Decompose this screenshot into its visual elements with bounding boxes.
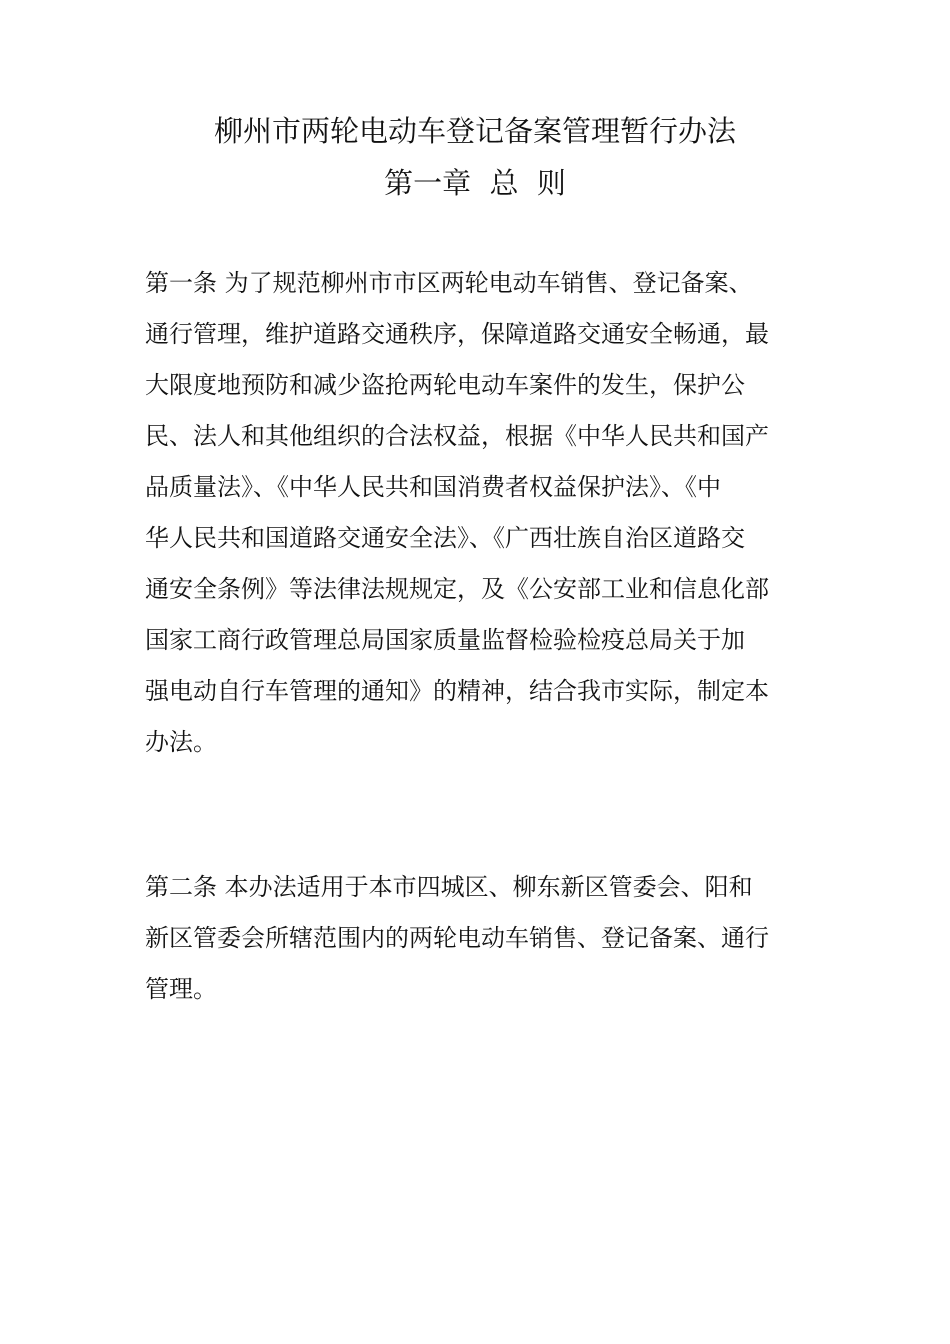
article-line: 通安全条例》等法律法规规定，及《公安部工业和信息化部 bbox=[145, 575, 769, 603]
article-1 bbox=[145, 258, 810, 768]
document-title: 柳州市两轮电动车登记备案管理暂行办法 bbox=[213, 114, 736, 148]
article-line: 第一条 为了规范柳州市市区两轮电动车销售、登记备案、 bbox=[145, 269, 753, 297]
chapter-title: 第一章 总 则 bbox=[384, 166, 566, 200]
article-line: 办法。 bbox=[145, 728, 217, 756]
article-line: 华人民共和国道路交通安全法》、《广西壮族自治区道路交 bbox=[145, 524, 745, 552]
article-line: 管理。 bbox=[145, 975, 217, 1003]
article-line: 新区管委会所辖范围内的两轮电动车销售、登记备案、通行 bbox=[145, 924, 769, 952]
article-line: 强电动自行车管理的通知》的精神，结合我市实际，制定本 bbox=[145, 677, 769, 705]
article-2 bbox=[145, 862, 810, 1015]
article-line: 通行管理，维护道路交通秩序，保障道路交通安全畅通，最 bbox=[145, 320, 769, 348]
article-line: 第二条 本办法适用于本市四城区、柳东新区管委会、阳和 bbox=[145, 873, 753, 901]
article-line: 品质量法》、《中华人民共和国消费者权益保护法》、《中 bbox=[145, 473, 721, 501]
article-line: 国家工商行政管理总局国家质量监督检验检疫总局关于加 bbox=[145, 626, 745, 654]
article-line: 大限度地预防和减少盗抢两轮电动车案件的发生，保护公 bbox=[145, 371, 745, 399]
article-line: 民、法人和其他组织的合法权益，根据《中华人民共和国产 bbox=[145, 422, 769, 450]
